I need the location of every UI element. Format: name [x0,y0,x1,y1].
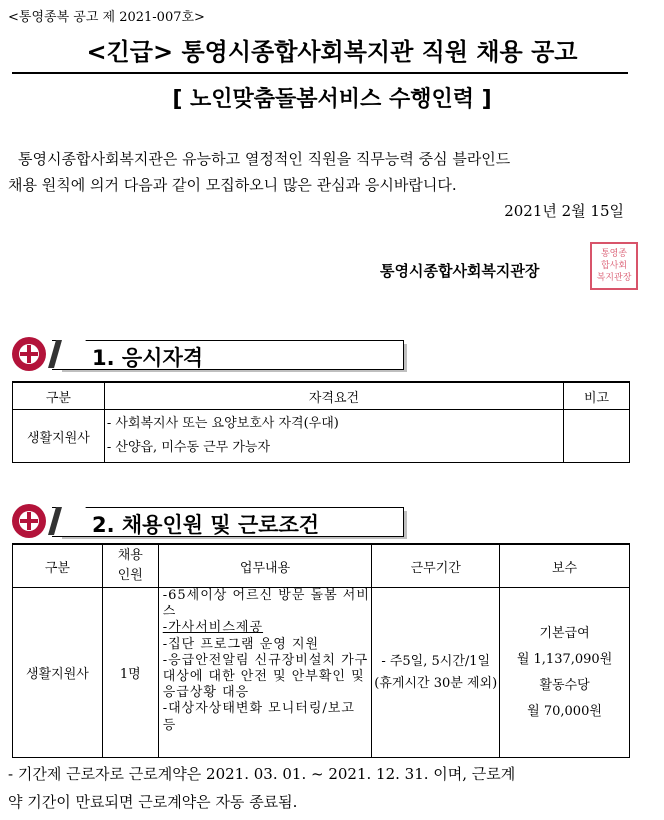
official-seal: 통영종 합사회 복지관장 [590,242,638,290]
footnote [8,760,638,816]
header-period: 근무기간 [372,544,500,588]
pay-line: 활동수당 [539,677,590,693]
header-duties: 업무내용 [158,544,372,588]
list-item: -집단 프로그램 운영 지원 [162,636,320,652]
list-item: -응급안전알림 신규장비설치 가구대상에 대한 안전 및 안부확인 및 응급상황 대응 [162,652,369,701]
cell-note [564,410,630,463]
cell-count: 1명 [102,588,158,758]
list-item: - 산양읍, 미수동 근무 가능자 [106,440,271,455]
list-item: -65세이상 어르신 방문 돌봄 서비스 [162,588,370,620]
cell-period [372,588,500,758]
document-number: <통영종복 공고 제 2021-007호> [8,10,205,25]
header-category: 구분 [13,382,105,410]
pay-line: 월 1,137,090원 [516,651,613,667]
cell-pay [500,588,630,758]
header-requirements: 자격요건 [104,382,563,410]
period-line-1: - 주5일, 5시간/1일 [381,653,491,669]
period-line-2: (휴게시간 30분 제외) [374,675,498,691]
conditions-table [12,543,630,758]
intro-paragraph [8,146,648,198]
list-item: -대상자상태변화 모니터링/보고 등 [162,701,355,733]
table-header-row [13,544,630,588]
header-count: 채용 인원 [102,544,158,588]
header-category: 구분 [13,544,103,588]
header-pay: 보수 [500,544,630,588]
section2-header [12,507,404,539]
table-header-row [13,382,630,410]
list-item: - 사회복지사 또는 요양보호사 자격(우대) [106,416,339,431]
duties-list [159,588,372,734]
footnote-line-1: - 기간제 근로자로 근로계약은 2021. 03. 01. ~ 2021. 12. 31. 이며, 근로계 [8,765,516,783]
header-note: 비고 [564,382,630,410]
intro-line-2: 채용 원칙에 의거 다음과 같이 모집하오니 많은 관심과 응시바랍니다. [8,176,457,194]
page-subtitle: [ 노인맞춤돌봄서비스 수행인력 ] [172,87,492,112]
organization-name: 통영시종합사회복지관장 [380,262,540,280]
pay-line: 기본급여 [539,625,590,641]
intro-line-1: 통영시종합사회복지관은 유능하고 열정적인 직원을 직무능력 중심 블라인드 [18,150,511,168]
section1-title: 1. 응시자격 [92,346,204,370]
pay-line: 월 70,000원 [527,703,602,719]
title-divider [12,72,628,74]
section1-header [12,340,404,372]
cell-category: 생활지원사 [13,410,105,463]
qualification-table [12,381,630,463]
page-title: <긴급> 통영시종합사회복지관 직원 채용 공고 [86,38,578,66]
table-row [13,588,630,758]
list-item: -가사서비스제공 [162,620,264,636]
cross-emblem-icon [12,337,46,371]
requirements-list [107,412,563,460]
footnote-line-2: 약 기간이 만료되면 근로계약은 자동 종료됨. [8,793,298,811]
cell-category: 생활지원사 [13,588,103,758]
announcement-date: 2021년 2월 15일 [504,202,624,220]
table-row [13,410,630,463]
cross-emblem-icon [12,504,46,538]
section2-title: 2. 채용인원 및 근로조건 [92,513,320,537]
